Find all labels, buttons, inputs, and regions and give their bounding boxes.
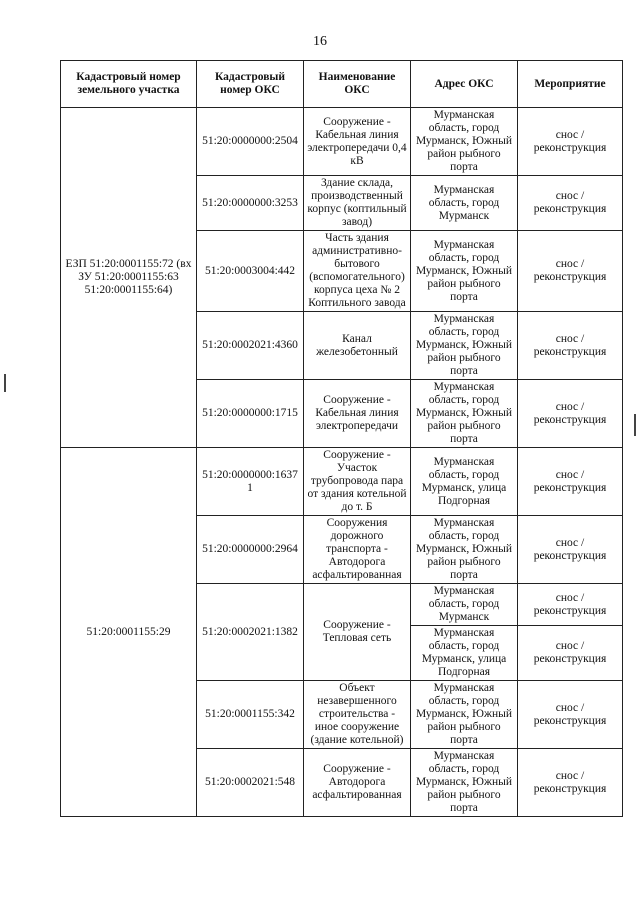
page-number: 16 — [313, 34, 327, 49]
header-land-plot-number: Кадастровый номер земельного участка — [61, 61, 197, 108]
header-action: Мероприятие — [518, 61, 623, 108]
cadastral-table — [60, 60, 623, 817]
oks-address-cell: Мурманская область, город Мурманск, Южный район рыбного порта — [411, 749, 518, 817]
oks-address-cell: Мурманская область, город Мурманск, Южный район рыбного порта — [411, 516, 518, 584]
action-cell: снос / реконструкция — [518, 448, 623, 516]
scan-edge-mark-left — [4, 374, 6, 392]
oks-name-cell: Сооружение - Автодорога асфальтированная — [304, 749, 411, 817]
header-row — [61, 61, 623, 108]
land-plot-cell: ЕЗП 51:20:0001155:72 (вх ЗУ 51:20:0001155:63 51:20:0001155:64) — [61, 108, 197, 448]
oks-address-cell: Мурманская область, город Мурманск, улица Подгорная — [411, 448, 518, 516]
oks-number-cell: 51:20:0002021:548 — [197, 749, 304, 817]
header-oks-name: Наименование ОКС — [304, 61, 411, 108]
oks-name-cell: Сооружение - Участок трубопровода пара от здания котельной до т. Б — [304, 448, 411, 516]
action-cell: снос / реконструкция — [518, 584, 623, 626]
action-cell: снос / реконструкция — [518, 176, 623, 231]
oks-address-cell: Мурманская область, город Мурманск — [411, 176, 518, 231]
oks-address-cell: Мурманская область, город Мурманск, Южный район рыбного порта — [411, 108, 518, 176]
action-cell: снос / реконструкция — [518, 380, 623, 448]
action-cell: снос / реконструкция — [518, 231, 623, 312]
action-cell: снос / реконструкция — [518, 108, 623, 176]
oks-number-cell: 51:20:0000000:1715 — [197, 380, 304, 448]
oks-number-cell: 51:20:0000000:2964 — [197, 516, 304, 584]
oks-name-cell: Канал железобетонный — [304, 312, 411, 380]
oks-number-cell: 51:20:0002021:4360 — [197, 312, 304, 380]
oks-number-cell: 51:20:0000000:3253 — [197, 176, 304, 231]
land-plot-cell: 51:20:0001155:29 — [61, 448, 197, 817]
oks-name-cell: Часть здания административно-бытового (вспомогательного) корпуса цеха № 2 Коптильного завода — [304, 231, 411, 312]
scan-edge-mark-right — [634, 414, 636, 436]
action-cell: снос / реконструкция — [518, 312, 623, 380]
oks-name-cell: Объект незавершенного строительства - иное сооружение (здание котельной) — [304, 681, 411, 749]
oks-name-cell: Сооружение - Кабельная линия электропередачи 0,4 кВ — [304, 108, 411, 176]
oks-address-cell: Мурманская область, город Мурманск, Южный район рыбного порта — [411, 380, 518, 448]
oks-address-cell: Мурманская область, город Мурманск, Южный район рыбного порта — [411, 312, 518, 380]
oks-number-cell: 51:20:0002021:1382 — [197, 584, 304, 681]
oks-address-cell: Мурманская область, город Мурманск, Южный район рыбного порта — [411, 681, 518, 749]
table-row — [61, 108, 623, 176]
action-cell: снос / реконструкция — [518, 516, 623, 584]
header-oks-address: Адрес ОКС — [411, 61, 518, 108]
oks-name-cell: Сооружение - Кабельная линия электропередачи — [304, 380, 411, 448]
action-cell: снос / реконструкция — [518, 626, 623, 681]
oks-number-cell: 51:20:0001155:342 — [197, 681, 304, 749]
action-cell: снос / реконструкция — [518, 681, 623, 749]
oks-address-cell: Мурманская область, город Мурманск, Южный район рыбного порта — [411, 231, 518, 312]
oks-address-cell: Мурманская область, город Мурманск, улица Подгорная — [411, 626, 518, 681]
oks-name-cell: Здание склада, производственный корпус (коптильный завод) — [304, 176, 411, 231]
action-cell: снос / реконструкция — [518, 749, 623, 817]
oks-address-cell: Мурманская область, город Мурманск — [411, 584, 518, 626]
oks-name-cell: Сооружение - Тепловая сеть — [304, 584, 411, 681]
oks-number-cell: 51:20:0000000:2504 — [197, 108, 304, 176]
oks-name-cell: Сооружения дорожного транспорта - Автодорога асфальтированная — [304, 516, 411, 584]
oks-number-cell: 51:20:0003004:442 — [197, 231, 304, 312]
oks-number-cell: 51:20:0000000:16371 — [197, 448, 304, 516]
table-row — [61, 448, 623, 516]
header-oks-number: Кадастровый номер ОКС — [197, 61, 304, 108]
